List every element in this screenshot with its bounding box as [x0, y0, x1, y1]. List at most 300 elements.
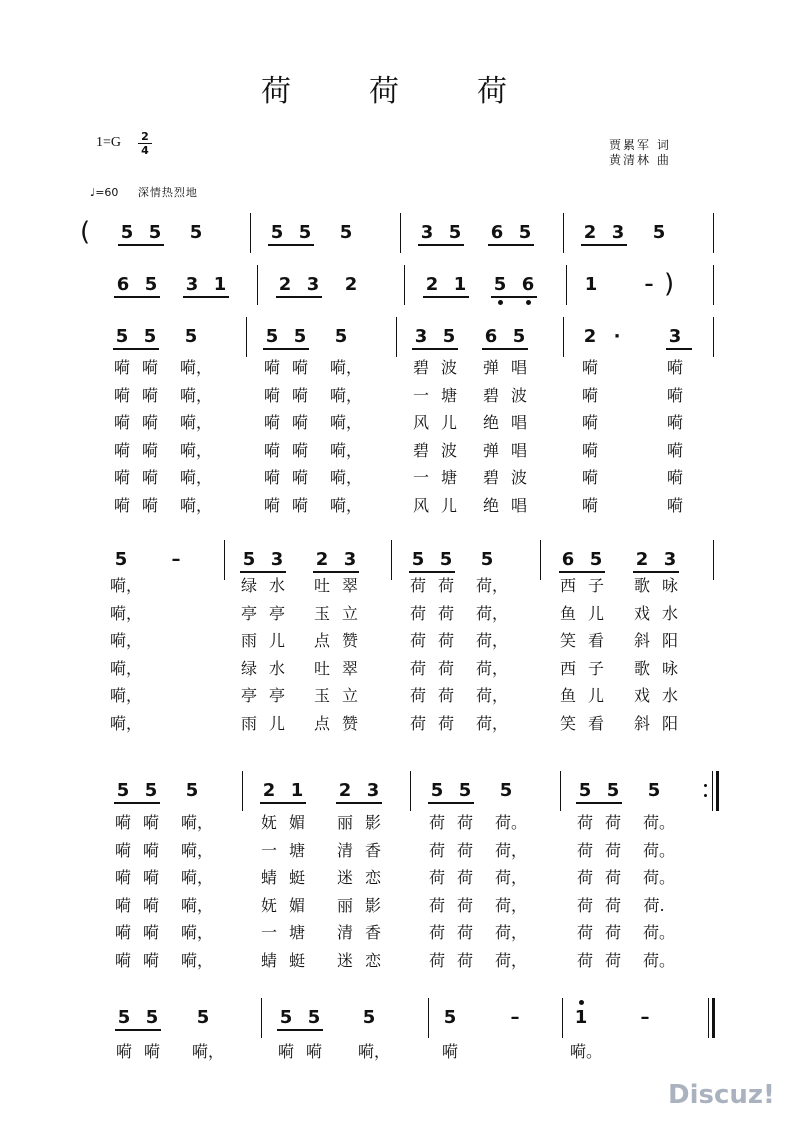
underline	[488, 244, 534, 246]
lyric-char: 立	[341, 603, 358, 623]
underline	[576, 802, 622, 804]
lyric-char: 嗬，	[110, 631, 143, 650]
note: 5	[120, 222, 134, 243]
lyric-char: 荷	[428, 840, 445, 860]
lyric-char: 嗬	[113, 440, 130, 460]
lyric-char: 嗬	[113, 468, 130, 487]
lyric-char: 嗬	[142, 868, 159, 887]
lyric-char: 塘	[440, 468, 457, 487]
barline	[246, 317, 247, 357]
underline	[491, 296, 537, 298]
barline	[396, 317, 397, 357]
lyric-char: 斜	[633, 713, 650, 733]
lyric-char: 嗬	[277, 1042, 294, 1061]
note: 5	[148, 222, 162, 243]
note: 2	[425, 274, 439, 295]
lyric-char: 唱	[510, 413, 527, 432]
lyric-char: 绿	[240, 576, 257, 595]
underline	[240, 571, 286, 573]
barline	[410, 771, 411, 811]
lyric-char: 吐	[313, 658, 330, 678]
lyric-char: 影	[364, 895, 381, 915]
lyric-char: 荷，	[476, 686, 509, 705]
barline	[404, 265, 405, 305]
lyric-char: 嗬，	[358, 1042, 391, 1061]
lyric-char: 蜓	[288, 950, 305, 970]
lyric-char: 嗬	[113, 385, 130, 405]
lyric-char: 荷	[576, 868, 593, 887]
note: 5	[443, 1007, 457, 1028]
lyric-char: 嗬，	[110, 658, 143, 678]
lyric-char: 荷	[456, 895, 473, 915]
lyric-char: 荷，	[476, 713, 509, 733]
note: 6	[561, 549, 575, 570]
note: 1	[574, 1007, 588, 1028]
lyric-char: 塘	[288, 840, 305, 860]
lyric-char: 玉	[313, 686, 330, 705]
lyric-char: 嗬	[291, 385, 308, 405]
lyric-char: 荷	[576, 895, 593, 915]
underline	[409, 571, 455, 573]
lyric-char: 嗬	[581, 468, 598, 487]
underline	[115, 1029, 161, 1031]
lyric-char: 嗬	[141, 358, 158, 377]
lyric-char: 嗬	[113, 495, 130, 515]
note: 5	[411, 549, 425, 570]
underline	[633, 571, 679, 573]
lyric-char: 嗬	[142, 840, 159, 860]
lyric-char: 荷，	[476, 576, 509, 595]
lyric-char: 嗬，	[180, 495, 213, 515]
lyric-char: 点	[313, 713, 330, 733]
lyric-char: 唱	[510, 358, 527, 377]
note: 5	[458, 780, 472, 801]
note: 2	[583, 222, 597, 243]
lyric-char: 塘	[440, 385, 457, 405]
barline	[713, 265, 714, 305]
lyric-char: 儿	[268, 713, 285, 733]
lyric-char: 嗬	[113, 358, 130, 377]
lyric-char: 荷	[428, 895, 445, 915]
lyric-char: 荷	[409, 658, 426, 678]
lyric-char: 嗬	[114, 923, 131, 942]
note: 3	[306, 274, 320, 295]
lyric-char: 嗬，	[330, 440, 363, 460]
lyric-char: 荷。	[643, 868, 676, 887]
underline	[183, 296, 229, 298]
lyric-char: 嗬	[143, 1042, 160, 1061]
note: 5	[189, 222, 203, 243]
lyric-char: 蜻	[260, 868, 277, 887]
note: 2	[262, 780, 276, 801]
barline	[563, 213, 564, 253]
lyric-char: 荷	[604, 868, 621, 887]
lyric-char: 子	[587, 576, 604, 595]
lyric-char: 嗬，	[180, 358, 213, 377]
lyric-char: 嗬	[141, 440, 158, 460]
lyric-char: 一	[412, 468, 429, 487]
lyric-char: 嗬	[113, 413, 130, 432]
lyric-char: 波	[440, 358, 457, 377]
note: 6	[484, 326, 498, 347]
barline	[713, 540, 714, 580]
lyric-char: 嗬	[141, 495, 158, 515]
note: 5	[279, 1007, 293, 1028]
lyric-char: 儿	[587, 603, 604, 623]
lyric-char: 荷	[456, 813, 473, 832]
lyric-char: 戏	[633, 686, 650, 705]
time-signature-top: 2	[141, 130, 149, 143]
note: 5	[242, 549, 256, 570]
repeat-barline	[712, 771, 713, 811]
lyric-char: 迷	[336, 950, 353, 970]
lyric-char: 嗬	[291, 468, 308, 487]
lyric-char: 碧	[412, 440, 429, 460]
lyric-char: 荷	[456, 840, 473, 860]
lyric-char: 荷，	[495, 840, 528, 860]
note: 5	[493, 274, 507, 295]
lyric-char: 嗬	[114, 813, 131, 832]
lyric-char: 嗬	[581, 440, 598, 460]
lyric-char: 赞	[341, 631, 358, 650]
lyric-char: 荷	[409, 603, 426, 623]
underline	[263, 348, 309, 350]
lyric-char: 荷，	[495, 923, 528, 942]
note: 3	[414, 326, 428, 347]
note: –	[171, 549, 181, 570]
lyric-char: 翠	[341, 658, 358, 678]
lyric-char: 子	[587, 658, 604, 678]
key-signature: 1=G	[96, 135, 122, 150]
lyric-char: 妩	[260, 813, 277, 832]
repeat-barline-thick	[716, 771, 719, 811]
lyric-char: 恋	[364, 950, 381, 970]
note: 5	[116, 780, 130, 801]
note: –	[644, 274, 654, 295]
barline	[713, 317, 714, 357]
lyric-char: 嗬	[263, 468, 280, 487]
lyric-char: 儿	[440, 413, 457, 432]
note: 5	[265, 326, 279, 347]
lyric-char: 荷。	[643, 840, 676, 860]
lyric-char: 嗬	[666, 468, 683, 487]
lyric-char: 鱼	[559, 686, 576, 705]
lyric-char: 翠	[341, 576, 358, 595]
lyric-char: 嗬，	[330, 358, 363, 377]
lyric-char: 荷	[428, 813, 445, 832]
bracket: )	[664, 269, 675, 299]
lyric-char: 绿	[240, 658, 257, 678]
lyric-char: 咏	[661, 658, 678, 678]
lyric-char: 荷	[437, 658, 454, 678]
lyric-char: 嗬	[441, 1042, 458, 1061]
lyric-char: 荷	[576, 813, 593, 832]
lyric-char: 荷	[437, 686, 454, 705]
lyric-char: 嗬	[263, 358, 280, 377]
lyric-char: 荷	[409, 576, 426, 595]
lyric-char: 嗬	[115, 1042, 132, 1061]
lyric-char: 香	[364, 923, 381, 942]
lyric-char: 嗬	[142, 923, 159, 942]
note: 1	[290, 780, 304, 801]
note: 3	[185, 274, 199, 295]
lyric-char: 嗬	[291, 495, 308, 515]
lyric-char: 咏	[661, 576, 678, 595]
lyric-char: 嗬，	[181, 840, 214, 860]
lyric-char: 嗬，	[330, 495, 363, 515]
lyric-char: 荷，	[476, 603, 509, 623]
barline	[257, 265, 258, 305]
lyric-char: 弹	[482, 440, 499, 460]
time-signature	[138, 131, 152, 156]
underline	[260, 802, 306, 804]
lyric-char: 荷	[576, 923, 593, 942]
barline	[566, 265, 567, 305]
barline	[563, 317, 564, 357]
lyric-char: 立	[341, 686, 358, 705]
underline	[114, 802, 160, 804]
lyric-char: 赞	[341, 713, 358, 733]
lyric-char: 媚	[288, 813, 305, 832]
lyric-char: 嗬	[142, 895, 159, 915]
lyric-char: 水	[268, 576, 285, 595]
lyric-char: 阳	[661, 713, 678, 733]
note: 5	[298, 222, 312, 243]
lyric-char: 嗬	[114, 895, 131, 915]
note: 6	[116, 274, 130, 295]
lyric-char: 荷	[428, 868, 445, 887]
underline	[114, 296, 160, 298]
lyric-char: 鱼	[559, 603, 576, 623]
lyric-char: 波	[440, 440, 457, 460]
lyric-char: 嗬	[581, 495, 598, 515]
lyric-char: 媚	[288, 895, 305, 915]
lyric-char: 水	[268, 658, 285, 678]
note: 5	[652, 222, 666, 243]
lyric-char: 妩	[260, 895, 277, 915]
lyric-char: 嗬，	[181, 895, 214, 915]
lyric-char: 歌	[633, 658, 650, 678]
lyric-char: 嗬。	[570, 1042, 603, 1061]
underline	[336, 802, 382, 804]
note: 5	[442, 326, 456, 347]
lyric-char: 嗬，	[110, 603, 143, 623]
lyric-char: 嗬，	[180, 468, 213, 487]
lyric-char: 嗬，	[181, 868, 214, 887]
lyric-char: 亭	[240, 686, 257, 705]
lyric-char: 嗬，	[180, 440, 213, 460]
note: 5	[143, 326, 157, 347]
lyric-char: 亭	[268, 686, 285, 705]
final-barline-thick	[712, 998, 715, 1038]
lyric-char: 嗬	[114, 868, 131, 887]
lyric-char: 嗬，	[192, 1042, 225, 1061]
lyric-char: 嗬	[305, 1042, 322, 1061]
lyric-char: 一	[260, 923, 277, 942]
watermark: Discuz!	[668, 1080, 775, 1110]
note: –	[510, 1007, 520, 1028]
barline	[261, 998, 262, 1038]
lyric-char: 一	[412, 385, 429, 405]
underline	[118, 244, 164, 246]
note: 3	[343, 549, 357, 570]
note: 5	[439, 549, 453, 570]
lyric-char: 儿	[268, 631, 285, 650]
tempo-mood: 深情热烈地	[137, 186, 198, 199]
lyric-char: 嗬	[581, 385, 598, 405]
note: 5	[480, 549, 494, 570]
lyric-char: 绝	[482, 495, 499, 515]
lyric-char: 笑	[559, 713, 576, 733]
note: 2	[278, 274, 292, 295]
underline	[277, 1029, 323, 1031]
lyric-char: 碧	[482, 385, 499, 405]
lyric-char: 嗬，	[181, 813, 214, 832]
lyric-char: 影	[364, 813, 381, 832]
barline	[224, 540, 225, 580]
note: 1	[213, 274, 227, 295]
note: 6	[521, 274, 535, 295]
lyric-char: 雨	[240, 631, 257, 650]
lyric-char: 弹	[482, 358, 499, 377]
lyric-char: 嗬，	[181, 950, 214, 970]
lyric-char: 荷	[437, 713, 454, 733]
note: 2	[635, 549, 649, 570]
note: 3	[668, 326, 682, 347]
lyric-char: 嗬，	[330, 385, 363, 405]
lyric-char: 嗬	[263, 385, 280, 405]
barline	[540, 540, 541, 580]
lyric-char: 嗬	[291, 358, 308, 377]
lyric-char: 西	[559, 658, 576, 678]
lyric-char: 嗬	[666, 440, 683, 460]
note: 5	[499, 780, 513, 801]
lyric-char: 荷	[428, 950, 445, 970]
lyric-char: 戏	[633, 603, 650, 623]
note: 5	[196, 1007, 210, 1028]
note: 5	[362, 1007, 376, 1028]
lyric-char: 波	[510, 385, 527, 405]
lyric-char: 嗬	[142, 950, 159, 970]
lyric-char: 碧	[412, 358, 429, 377]
lyric-char: 嗬，	[180, 413, 213, 432]
lyric-char: 亭	[240, 603, 257, 623]
lyric-char: 荷	[604, 813, 621, 832]
time-signature-bottom: 4	[141, 144, 149, 157]
lyric-char: 荷	[437, 576, 454, 595]
lyric-char: 风	[412, 495, 429, 515]
lyric-char: 荷	[409, 631, 426, 650]
lyric-char: 恋	[364, 868, 381, 887]
lyric-char: 荷	[604, 895, 621, 915]
lyric-char: 嗬	[263, 413, 280, 432]
note: ·	[613, 326, 621, 347]
lyric-char: 嗬	[291, 413, 308, 432]
lyric-char: 碧	[482, 468, 499, 487]
lyric-char: 绝	[482, 413, 499, 432]
note: 5	[144, 780, 158, 801]
note: 3	[663, 549, 677, 570]
barline	[250, 213, 251, 253]
lyric-char: 嗬，	[110, 686, 143, 705]
lyric-char: 嗬	[142, 813, 159, 832]
lyric-char: 荷。	[643, 950, 676, 970]
lyric-char: 荷	[456, 950, 473, 970]
tempo-mark: ♩=60	[90, 186, 119, 199]
note: –	[640, 1007, 650, 1028]
lyricist-credit: 贾累军 词	[609, 138, 671, 152]
note: 5	[144, 274, 158, 295]
lyric-char: 吐	[313, 576, 330, 595]
note: 2	[315, 549, 329, 570]
barline	[713, 213, 714, 253]
repeat-dot	[704, 794, 707, 797]
note: 2	[583, 326, 597, 347]
lyric-char: 唱	[510, 495, 527, 515]
lyric-char: 唱	[510, 440, 527, 460]
note: 5	[114, 549, 128, 570]
lyric-char: 阳	[661, 631, 678, 650]
tempo-marking	[90, 184, 198, 200]
lyric-char: 荷	[576, 840, 593, 860]
lyric-char: 荷。	[495, 813, 528, 832]
underline	[559, 571, 605, 573]
bracket: (	[80, 217, 91, 247]
low-octave-dot	[526, 300, 531, 305]
note: 1	[584, 274, 598, 295]
high-octave-dot	[579, 1000, 584, 1005]
note: 6	[490, 222, 504, 243]
lyric-char: 嗬	[581, 413, 598, 432]
lyric-char: 嗬，	[110, 576, 143, 595]
lyric-char: 看	[587, 713, 604, 733]
underline	[666, 348, 692, 350]
underline	[113, 348, 159, 350]
lyric-char: 蜓	[288, 868, 305, 887]
lyric-char: 嗬，	[180, 385, 213, 405]
note: 5	[270, 222, 284, 243]
underline	[276, 296, 322, 298]
barline	[562, 998, 563, 1038]
lyric-char: 儿	[587, 686, 604, 705]
composer-credit: 黄清林 曲	[609, 153, 671, 167]
lyric-char: 歌	[633, 576, 650, 595]
lyric-char: 嗬	[263, 440, 280, 460]
note: 5	[647, 780, 661, 801]
note: 1	[453, 274, 467, 295]
lyric-char: 荷	[428, 923, 445, 942]
lyric-char: 嗬，	[330, 468, 363, 487]
note: 5	[448, 222, 462, 243]
lyric-char: 笑	[559, 631, 576, 650]
lyric-char: 嗬，	[181, 923, 214, 942]
underline	[313, 571, 359, 573]
lyric-char: 嗬	[666, 385, 683, 405]
lyric-char: 荷，	[495, 868, 528, 887]
note: 5	[578, 780, 592, 801]
note: 5	[518, 222, 532, 243]
lyric-char: 亭	[268, 603, 285, 623]
note: 5	[293, 326, 307, 347]
lyric-char: 风	[412, 413, 429, 432]
underline	[418, 244, 464, 246]
lyric-char: 点	[313, 631, 330, 650]
note: 5	[512, 326, 526, 347]
lyric-char: 荷	[409, 713, 426, 733]
lyric-char: 丽	[336, 895, 353, 915]
lyric-char: 嗬，	[330, 413, 363, 432]
note: 2	[344, 274, 358, 295]
